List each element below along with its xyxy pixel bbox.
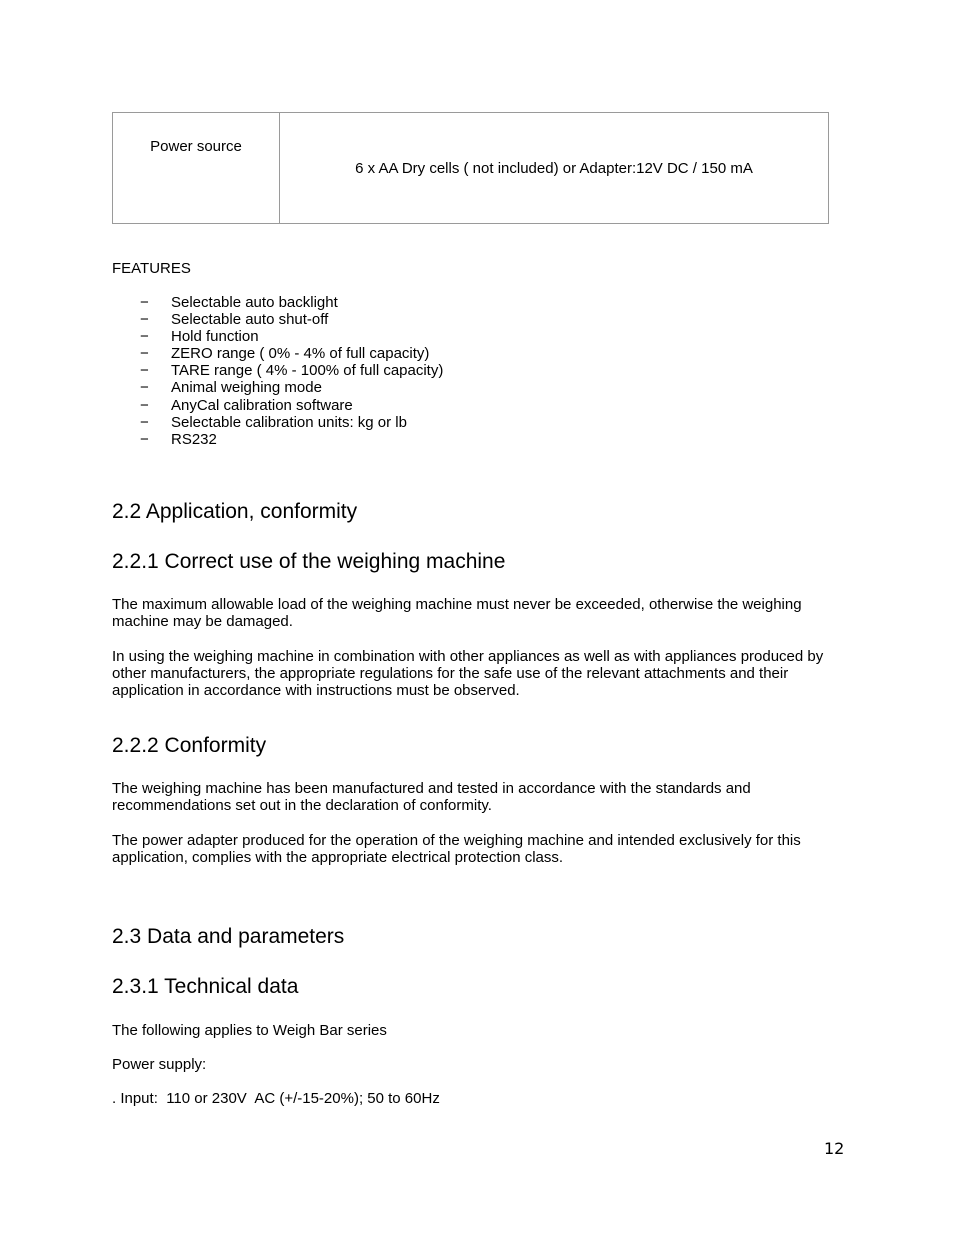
feature-text: ZERO range ( 0% - 4% of full capacity) — [171, 345, 430, 363]
heading-2-3: 2.3 Data and parameters — [112, 925, 345, 948]
list-item — [140, 397, 443, 414]
technical-intro: The following applies to Weigh Bar series — [112, 1022, 387, 1039]
paragraph-standards: The weighing machine has been manufactured and tested in accordance with the standards and recommendations set out in the declaration of conformity. — [112, 780, 751, 814]
spec-value: 6 x AA Dry cells ( not included) or Adapter:12V DC / 150 mA — [355, 159, 753, 177]
bullet-dash: − — [140, 413, 149, 431]
feature-text: Animal weighing mode — [171, 379, 322, 397]
spec-value-cell — [280, 113, 829, 224]
spec-label: Power source — [150, 138, 242, 155]
list-item — [140, 379, 443, 396]
feature-text: AnyCal calibration software — [171, 396, 353, 414]
list-item — [140, 311, 443, 328]
heading-2-3-1: 2.3.1 Technical data — [112, 975, 299, 998]
spec-label-cell — [113, 113, 280, 224]
bullet-dash: − — [140, 311, 149, 329]
bullet-dash: − — [140, 430, 149, 448]
heading-2-2-1: 2.2.1 Correct use of the weighing machine — [112, 550, 506, 573]
features-title: FEATURES — [112, 260, 191, 277]
table-row — [113, 113, 829, 224]
paragraph-combination-use: In using the weighing machine in combination with other appliances as well as with appliances produced by other manufacturers, the appropriate regulations for the safe use of the relevant attachments and their application in accordance with instructions must be observed. — [112, 648, 824, 699]
list-item — [140, 294, 443, 311]
power-supply-label: Power supply: — [112, 1056, 207, 1073]
feature-text: Selectable auto backlight — [171, 294, 338, 311]
list-item — [140, 431, 443, 448]
paragraph-power-adapter: The power adapter produced for the operation of the weighing machine and intended exclusively for this application, complies with the appropriate electrical protection class. — [112, 832, 801, 866]
heading-2-2: 2.2 Application, conformity — [112, 500, 358, 523]
bullet-dash: − — [140, 379, 149, 397]
spec-table — [112, 112, 829, 224]
page-number: 12 — [824, 1139, 845, 1158]
list-item — [140, 362, 443, 379]
feature-text: Selectable calibration units: kg or lb — [171, 413, 407, 431]
bullet-dash: − — [140, 328, 149, 346]
list-item — [140, 328, 443, 345]
paragraph-max-load: The maximum allowable load of the weighing machine must never be exceeded, otherwise the weighing machine may be damaged. — [112, 596, 802, 630]
bullet-dash: − — [140, 294, 149, 311]
feature-text: TARE range ( 4% - 100% of full capacity) — [171, 362, 444, 380]
list-item — [140, 345, 443, 362]
feature-list — [140, 294, 443, 448]
bullet-dash: − — [140, 345, 149, 363]
feature-text: Selectable auto shut-off — [171, 311, 329, 329]
power-input-line: . Input: 110 or 230V AC (+/-15-20%); 50 to 60Hz — [112, 1090, 440, 1107]
heading-2-2-2: 2.2.2 Conformity — [112, 734, 267, 757]
bullet-dash: − — [140, 362, 149, 380]
feature-text: Hold function — [171, 328, 259, 346]
bullet-dash: − — [140, 396, 149, 414]
feature-text: RS232 — [171, 430, 217, 448]
list-item — [140, 414, 443, 431]
